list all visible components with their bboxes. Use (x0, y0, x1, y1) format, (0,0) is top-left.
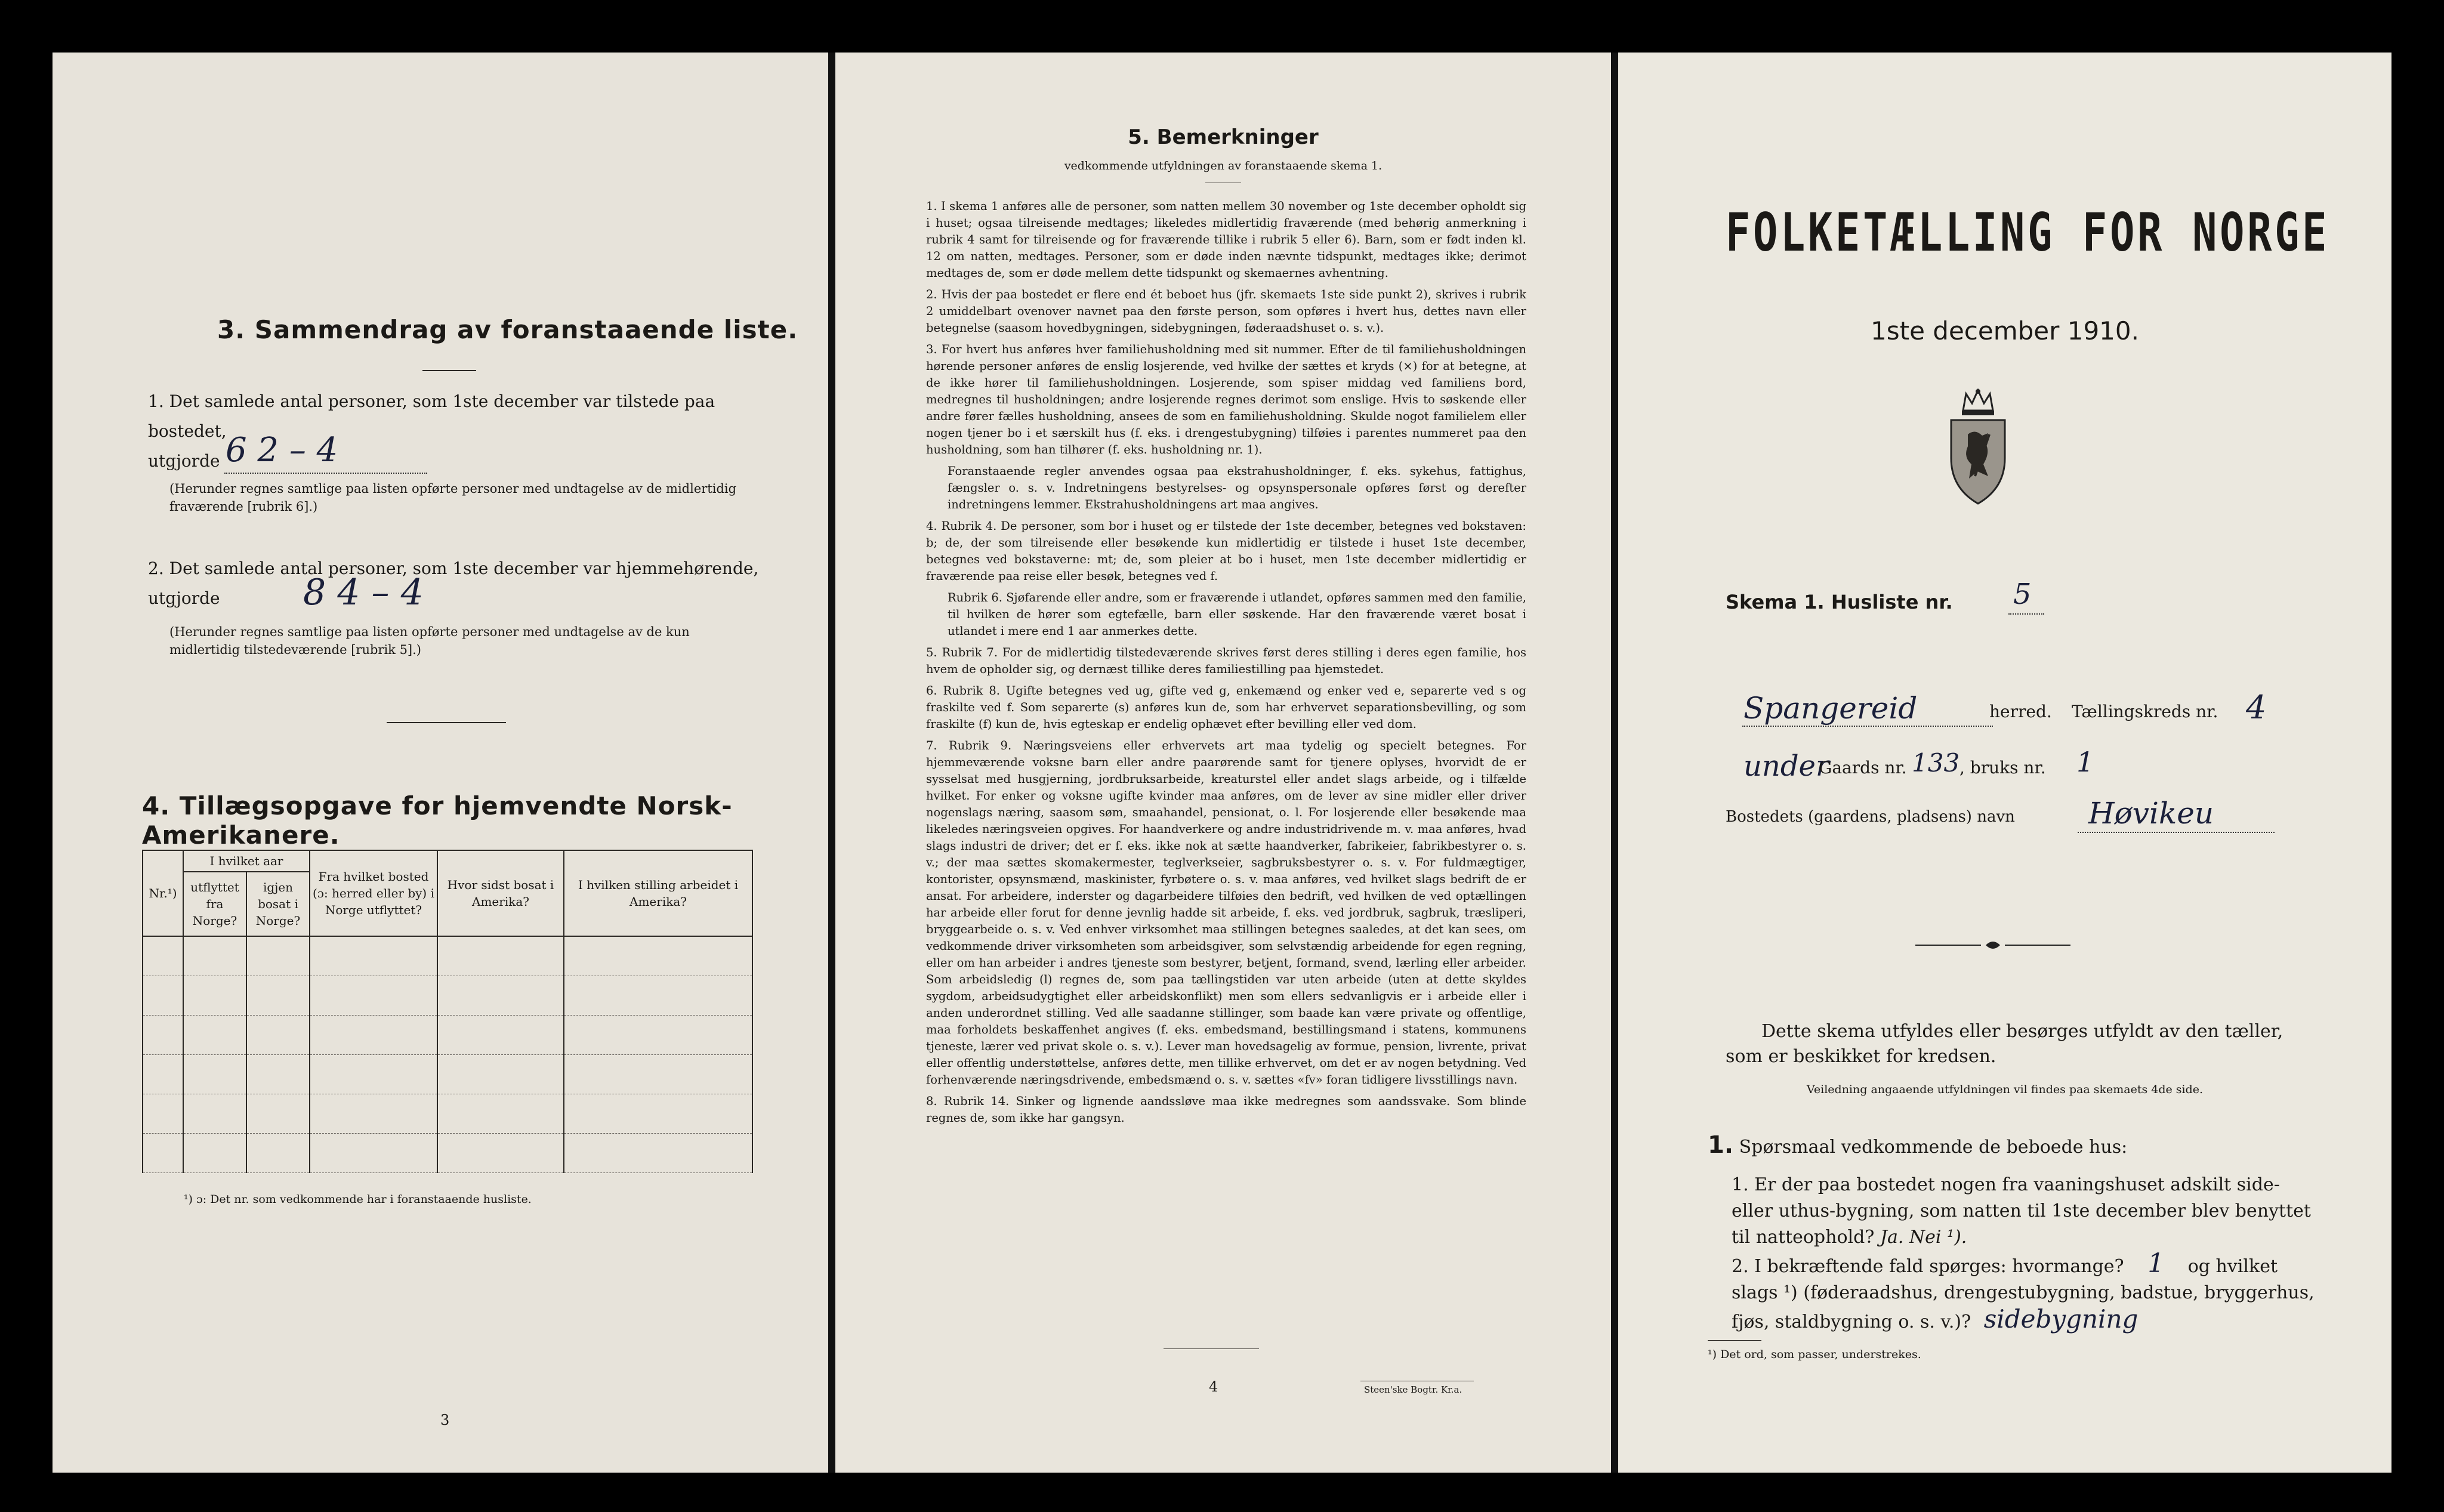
gutter (1611, 53, 1618, 1473)
census-date: 1ste december 1910. (1871, 316, 2139, 345)
q1-text: 1. Er der paa bostedet nogen fra vaaningshuset adskilt side- eller uthus-bygning, som natten til 1ste december blev benyttet til natteophold? (1732, 1174, 2311, 1248)
q2-text-c: (føderaadshus, drengestubygning, badstue, bryggerhus, fjøs, staldbygning o. s. v.)? (1732, 1282, 2315, 1332)
col-nr: Nr.¹) (143, 850, 183, 936)
item1-text: 1. Det samlede antal personer, som 1ste december var tilstede paa bostedet, (148, 391, 715, 441)
remark-item: 1. I skema 1 anføres alle de personer, som natten mellem 30 november og 1ste december opholdt sig i huset; ogsaa tilreisende medtages; likeledes midlertidig fraværende (med behørig anmerkning i rubrik 4 samt for tilreisende og for fraværende tillike i rubrik 5 eller 6). Barn, som er født inden kl. 12 om natten, medtages. Personer, som er døde inden nævnte tidspunkt, medtages ikke; derimot medtages de, som er døde mellem dette tidspunkt og skemaernes avhentning. (926, 199, 1526, 280)
item2-handwritten-value: 8 4 – 4 (303, 572, 424, 613)
item2-note: (Herunder regnes samtlige paa listen opførte personer med undtagelse av de kun midlertidig tilstedeværende [rubrik 5].) (169, 625, 690, 657)
col-amerika: Hvor sidst bosat i Amerika? (437, 850, 564, 936)
section3-item2 (148, 554, 763, 659)
remark-item: 8. Rubrik 14. Sinker og lignende aandssløve maa ikke medregnes som aandssvake. Som blinde regnes de, som ikke har gangsyn. (926, 1094, 1526, 1125)
section4-title: 4. Tillægsopgave for hjemvendte Norsk-Amerikanere. (142, 791, 733, 850)
fill-line (2078, 832, 2275, 833)
remark-item: 6. Rubrik 8. Ugifte betegnes ved ug, gifte ved g, enkemænd og enker ved e, separerte ved s og fraskilte ved f. Som separerte (s) anføres kun de, som har erhvervet separationsbevilling, og som fraskilte (f) kun de, hvis egteskap er endelig ophævet efter bevilling eller ved dom. (926, 684, 1526, 731)
q2-text-a: 2. I bekræftende fald spørges: hvormange? (1732, 1256, 2124, 1277)
fill-line (1742, 726, 1993, 727)
question-2 (1732, 1248, 2322, 1335)
gutter (828, 53, 835, 1473)
remarks-list (926, 198, 1526, 1131)
bruks-nr-handwritten: 1 (2076, 746, 2094, 778)
col-igjen: igjen bosat i Norge? (246, 872, 310, 936)
remark-item: Rubrik 6. Sjøfarende eller andre, som er fraværende i utlandet, opføres sammen med den familie, til hvilken de hører som egtefælle, barn eller søskende. Har den fraværende været bosat i utlandet i mere end 1 aar anmerkes dette. (948, 591, 1526, 638)
page-number: 3 (440, 1412, 450, 1428)
q2-count-handwritten: 1 (2147, 1248, 2165, 1279)
fill-line (2008, 613, 2044, 615)
table-row (143, 976, 752, 1015)
tellingskreds-handwritten: 4 (2246, 689, 2267, 726)
page-left (53, 53, 828, 1473)
table-row (143, 1054, 752, 1094)
col-bosted: Fra hvilket bosted (ɔ: herred eller by) i Norge utflyttet? (310, 850, 437, 936)
col-stilling: I hvilken stilling arbeidet i Amerika? (564, 850, 752, 936)
intro-text: Dette skema utfyldes eller besørges utfyldt av den tæller, som er beskikket for kredsen. (1726, 1021, 2283, 1067)
tellingskreds-label: Tællingskreds nr. (2072, 702, 2218, 721)
table-footnote: ¹) ɔ: Det nr. som vedkommende har i foranstaaende husliste. (184, 1193, 532, 1206)
footnote: ¹) Det ord, som passer, understrekes. (1708, 1348, 1921, 1361)
census-title: FOLKETÆLLING FOR NORGE (1726, 202, 2330, 263)
under-handwritten: under (1743, 749, 1829, 783)
questions-heading (1708, 1131, 2127, 1159)
husliste-nr-handwritten: 5 (2013, 578, 2032, 611)
col-aar: I hvilket aar (183, 850, 310, 872)
remark-item: 2. Hvis der paa bostedet er flere end ét beboet hus (jfr. skemaets 1ste side punkt 2), skrives i rubrik 2 umiddelbart ovenover navnet paa den første person, som opføres i hvert hus, dettes navn eller betegnelse (saasom hovedbygningen, sidebygningen, føderaadshuset o. s. v.). (926, 288, 1526, 335)
table-row (143, 1133, 752, 1172)
bosted-label: Bostedets (gaardens, pladsens) navn (1726, 808, 2015, 826)
intro-small: Veiledning angaaende utfyldningen vil findes paa skemaets 4de side. (1806, 1083, 2204, 1096)
norsk-amerikanere-table (142, 850, 753, 1173)
remark-item: 3. For hvert hus anføres hver familiehusholdning med sit nummer. Efter de til familiehusholdningen hørende personer anføres de enslig losjerende, ved hvilke der sættes et kryds (×) for at betegne, at de ikke hører til familiehusholdningen. Losjerende, som spiser middag ved familiens bord, medregnes til husholdningen; andre losjerende regnes derimot som enslige. Hvis to søskende eller andre fører fælles husholdning, ansees de som en familiehusholdning. Skulde nogot familielem eller nogen tjener bo i et særskilt hus (f. eks. i drengestubygning) tilføies i parentes nummeret paa den husholdning, som han tilhører (f. eks. husholdning nr. 1). (926, 342, 1526, 456)
herred-handwritten: Spangereid (1743, 691, 1918, 726)
ornament-divider-icon (1915, 938, 2070, 952)
q1-answer: Ja. Nei ¹). (1880, 1227, 1967, 1248)
divider (422, 370, 476, 371)
coat-of-arms-icon (1939, 387, 2017, 506)
item1-prefix: utgjorde (148, 451, 220, 471)
col-utflyttet: utflyttet fra Norge? (183, 872, 246, 936)
item1-handwritten-value: 6 2 – 4 (226, 431, 338, 470)
divider (1708, 1340, 1761, 1341)
item1-note: (Herunder regnes samtlige paa listen opførte personer med undtagelse av de midlertidig fraværende [rubrik 6].) (169, 482, 737, 514)
skema-label: Skema 1. Husliste nr. (1726, 591, 1953, 613)
gaards-label: Gaards nr. (1819, 758, 1907, 777)
printer-imprint: Steen'ske Bogtr. Kr.a. (1364, 1384, 1462, 1395)
table-row (143, 1094, 752, 1133)
q2-type-handwritten: sidebygning (1983, 1304, 2138, 1334)
bosted-handwritten: Høvikeu (2088, 796, 2214, 831)
item2-text: 2. Det samlede antal personer, som 1ste december var hjemmehørende, utgjorde (148, 558, 759, 608)
remark-item: 7. Rubrik 9. Næringsveiens eller erhvervets art maa tydelig og specielt betegnes. For hjemmeværende voksne barn eller andre paarørende samt for tjenere oplyses, hvorvidt de er sysselsat med husgjerning, jordbruksarbeide, kreaturstel eller andet slags arbeide, og i tilfælde hvilket. For enker og voksne ugifte kvinder maa anføres, om de lever av sine midler eller driver nogenslags næring, saasom søm, smaahandel, pensionat, o. l. For losjerende eller besøkende maa likeledes næringsveien opgives. For haandverkere og andre industridrivende m. v. maa anføres, hvad slags industri de driver; det er f. eks. ikke nok at sætte haandverker, fabrikeier, fabrikbestyrer o. s. v.; der maa sættes skomakermester, teglverkseier, sagbruksbestyrer o. s. v. For fuldmægtiger, kontorister, opsynsmænd, maskinister, fyrbøtere o. s. v. maa anføres, ved hvilket slags bedrift de er ansat. For arbeidere, inderster og dagarbeidere tilføies den bedrift, ved hvilken de ved optællingen har arbeide eller forut for denne jevnlig hadde sit arbeide, f. eks. ved jordbruk, sagbruk, træsliperi, bryggearbeide o. s. v. Ved enhver virksomhet maa stillingen betegnes saaledes, at det kan sees, om vedkommende driver virksomheten som arbeidsgiver, som selvstændig arbeidende for egen regning, eller om han arbeider i andres tjeneste som bestyrer, betjent, formand, svend, lærling eller arbeider. Som arbeidsledig (l) regnes de, som paa tællingstiden var uten arbeide (uten at dette skyldes sygdom, arbeidsudygtighet eller arbeidskonflikt) men som ellers sedvanligvis er i arbeide eller i anden underordnet stilling. Ved alle saadanne stillinger, som baade kan være private og offentlige, maa forholdets beskaffenhet angives (f. eks. embedsmand, bestillingsmand i statens, kommunens tjeneste, lærer ved privat skole o. s. v.). Lever man hovedsagelig av formue, pension, livrente, privat eller offentlig understøttelse, anføres dette, men tillike erhvervet, om det er av nogen betydning. Ved forhenværende næringsdrivende, embedsmænd o. s. v. sættes «fv» foran tidligere livsstillings navn. (926, 739, 1526, 1087)
bruks-label: , bruks nr. (1959, 758, 2046, 777)
gaards-nr-handwritten: 133 (1912, 748, 1960, 777)
q2-text-b: og hvilket slags ¹) (1732, 1256, 2278, 1303)
question-1 (1732, 1172, 2322, 1251)
table-row (143, 1015, 752, 1054)
herred-label: herred. (1989, 702, 2052, 721)
remark-item: 4. Rubrik 4. De personer, som bor i huset og er tilstede der 1ste december, betegnes ved bokstaven: b; de, der som tilreisende eller besøkende kun midlertidig er tilstede i huset 1ste december, betegnes ved bokstaverne: mt; de, som pleier at bo i huset, men 1ste december midlertidig er fraværende paa reise eller besøk, betegnes ved f. (926, 519, 1526, 583)
remarks-title: 5. Bemerkninger (1128, 125, 1319, 149)
page-middle (835, 53, 1611, 1473)
remark-item: Foranstaaende regler anvendes ogsaa paa ekstrahusholdninger, f. eks. sykehus, fattighus, fængsler o. s. v. Indretningens bestyrelses- og opsynspersonale opføres først og derefter indretningens lemmer. Ekstrahusholdningens art maa angives. (948, 464, 1526, 511)
page-number: 4 (1209, 1378, 1218, 1395)
fill-line (224, 473, 427, 474)
divider (387, 722, 506, 723)
remark-item: 5. Rubrik 7. For de midlertidig tilstedeværende skrives først deres stilling i deres egen familie, hos hvem de opholder sig, og dernæst tillike deres familiestilling paa hjemstedet. (926, 646, 1526, 676)
questions-heading-num: 1. (1708, 1131, 1734, 1159)
section3-title: 3. Sammendrag av foranstaaende liste. (217, 315, 798, 344)
remarks-subtitle: vedkommende utfyldningen av foranstaaende skema 1. (1064, 159, 1383, 172)
questions-heading-text: Spørsmaal vedkommende de beboede hus: (1739, 1137, 2128, 1158)
page-right (1618, 53, 2391, 1473)
section3-item1 (148, 387, 763, 516)
table-row (143, 936, 752, 976)
